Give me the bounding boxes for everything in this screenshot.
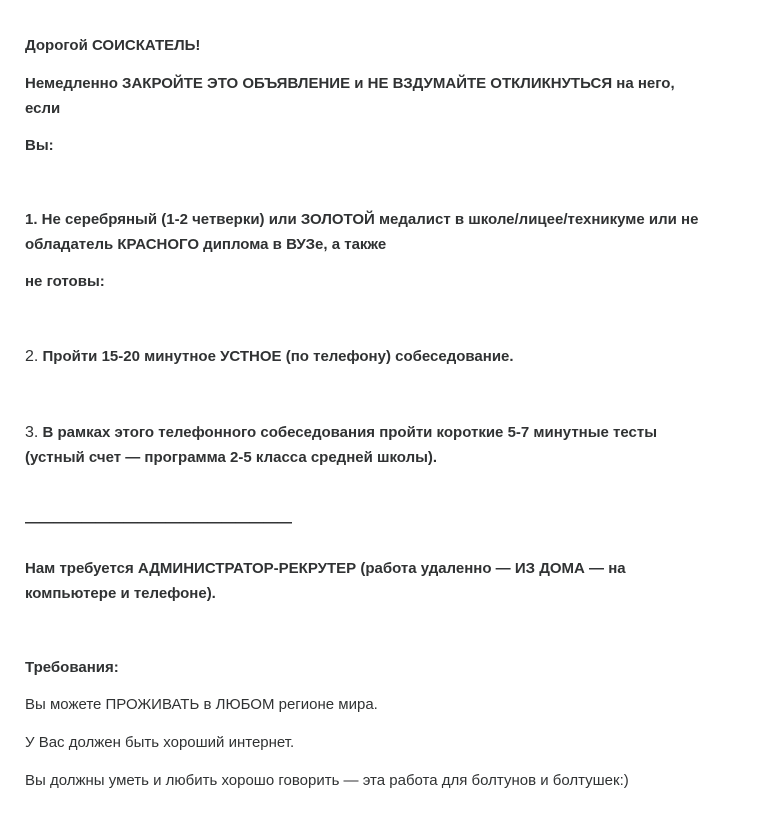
separator: ——————————————————— [25, 514, 291, 531]
requirement-item: У Вас должен быть хороший интернет. [25, 734, 295, 751]
item-2-number: 2. [25, 348, 39, 365]
item-3-line-2: (устный счет — программа 2-5 класса средней школы). [25, 449, 438, 466]
item-2 [25, 345, 514, 369]
vacancy-line-1: Нам требуется АДМИНИСТРАТОР-РЕКРУТЕР (работа удаленно — ИЗ ДОМА — на [25, 560, 626, 577]
requirement-item: Вы можете ПРОЖИВАТЬ в ЛЮБОМ регионе мира. [25, 696, 378, 713]
item-1-line-1: 1. Не серебряный (1-2 четверки) или ЗОЛОТОЙ медалист в школе/лицее/техникуме или не [25, 211, 699, 228]
you-label: Вы: [25, 137, 54, 154]
item-2-text: Пройти 15-20 минутное УСТНОЕ (по телефону) собеседование. [38, 348, 514, 365]
item-3-text: В рамках этого телефонного собеседования пройти короткие 5-7 минутные тесты [38, 424, 658, 441]
not-ready-label: не готовы: [25, 273, 105, 290]
item-3-number: 3. [25, 424, 39, 441]
vacancy-line-2: компьютере и телефоне). [25, 585, 216, 602]
warning-line-2: если [25, 100, 61, 117]
requirements-heading: Требования: [25, 659, 119, 676]
warning-line-1: Немедленно ЗАКРОЙТЕ ЭТО ОБЪЯВЛЕНИЕ и НЕ ВЗДУМАЙТЕ ОТКЛИКНУТЬСЯ на него, [25, 75, 675, 92]
item-3-line-1 [25, 421, 657, 445]
item-1-line-2: обладатель КРАСНОГО диплома в ВУЗе, а также [25, 236, 387, 253]
requirement-item: Вы должны уметь и любить хорошо говорить — эта работа для болтунов и болтушек:) [25, 772, 629, 789]
greeting: Дорогой СОИСКАТЕЛЬ! [25, 37, 201, 54]
